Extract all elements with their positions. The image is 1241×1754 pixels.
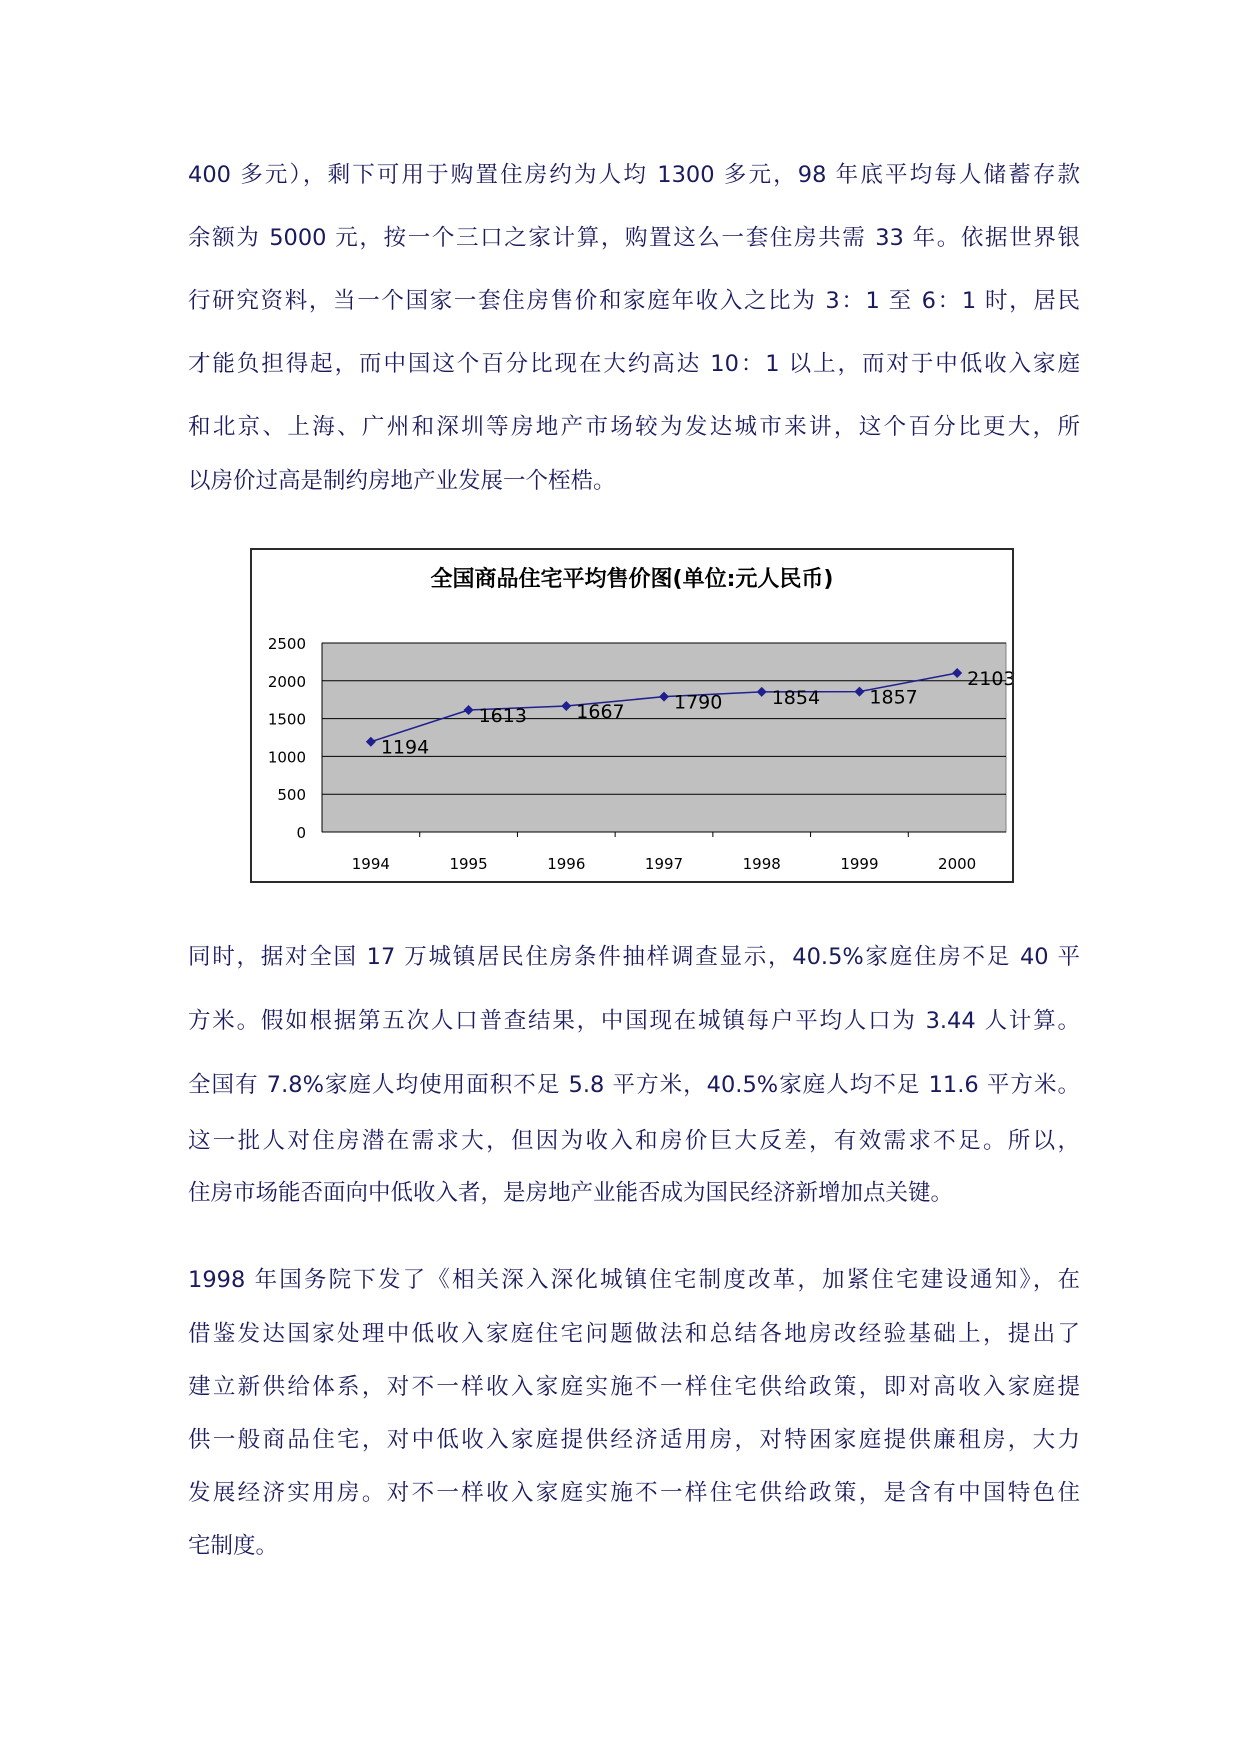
paragraph-line: 1998 年国务院下发了《相关深入深化城镇住宅制度改革，加紧住宅建设通知》，在: [188, 1267, 1080, 1293]
y-tick-label: 1500: [267, 710, 306, 729]
paragraph-line: 住房市场能否面向中低收入者，是房地产业能否成为国民经济新增加点关键。: [188, 1180, 954, 1206]
chart-title: 全国商品住宅平均售价图(单位:元人民币): [430, 567, 834, 592]
paragraph-2: [188, 942, 1080, 1232]
x-tick-label: 1995: [449, 855, 488, 873]
data-label: 1790: [674, 691, 723, 714]
y-tick-label: 500: [277, 786, 306, 805]
x-tick-label: 2000: [938, 855, 977, 873]
paragraph-line: 余额为 5000 元，按一个三口之家计算，购置这么一套住房共需 33 年。依据世界银: [188, 225, 1080, 251]
paragraph-line: 和北京、上海、广州和深圳等房地产市场较为发达城市来讲，这个百分比更大，所: [188, 414, 1080, 440]
paragraph-line: 供一般商品住宅，对中低收入家庭提供经济适用房，对特困家庭提供廉租房，大力: [188, 1427, 1080, 1453]
paragraph-line: 这一批人对住房潜在需求大，但因为收入和房价巨大反差，有效需求不足。所以，: [188, 1128, 1080, 1154]
data-label: 1613: [478, 705, 527, 728]
y-tick-label: 2500: [267, 635, 306, 653]
x-tick-label: 1996: [547, 855, 586, 873]
data-label: 1854: [771, 686, 821, 709]
paragraph-line: 同时，据对全国 17 万城镇居民住房条件抽样调查显示，40.5%家庭住房不足 40 平: [188, 944, 1080, 970]
x-tick-label: 1999: [840, 855, 879, 873]
price-chart: [250, 548, 1014, 883]
paragraph-line: 行研究资料，当一个国家一套住房售价和家庭年收入之比为 3：1 至 6：1 时，居民: [188, 288, 1080, 314]
paragraph-3: [188, 1265, 1080, 1595]
y-tick-label: 2000: [267, 672, 306, 691]
paragraph-line: 借鉴发达国家处理中低收入家庭住宅问题做法和总结各地房改经验基础上，提出了: [188, 1321, 1080, 1347]
data-label: 1194: [380, 736, 430, 759]
paragraph-line: 才能负担得起，而中国这个百分比现在大约高达 10：1 以上，而对于中低收入家庭: [188, 351, 1080, 377]
x-tick-label: 1994: [351, 855, 390, 873]
x-tick-label: 1998: [742, 855, 781, 873]
paragraph-line: 建立新供给体系，对不一样收入家庭实施不一样住宅供给政策，即对高收入家庭提: [188, 1374, 1080, 1400]
paragraph-line: 400 多元），剩下可用于购置住房约为人均 1300 多元，98 年底平均每人储蓄存款: [188, 162, 1080, 188]
paragraph-1: [188, 160, 1080, 500]
data-label: 1857: [869, 686, 918, 709]
data-label: 1667: [576, 700, 625, 723]
plot-area: [268, 635, 1012, 873]
paragraph-line: 全国有 7.8%家庭人均使用面积不足 5.8 平方米，40.5%家庭人均不足 11.6 平方米。: [188, 1072, 1080, 1098]
chart-svg: [252, 550, 1012, 881]
y-tick-label: 1000: [267, 748, 306, 767]
data-label: 2103: [967, 668, 1012, 691]
paragraph-line: 方米。假如根据第五次人口普查结果，中国现在城镇每户平均人口为 3.44 人计算。: [188, 1008, 1080, 1034]
paragraph-line: 以房价过高是制约房地产业发展一个桎梏。: [188, 468, 616, 494]
paragraph-line: 宅制度。: [188, 1533, 279, 1559]
x-tick-label: 1997: [644, 855, 684, 873]
y-tick-label: 0: [296, 824, 306, 842]
paragraph-line: 发展经济实用房。对不一样收入家庭实施不一样住宅供给政策，是含有中国特色住: [188, 1480, 1080, 1506]
